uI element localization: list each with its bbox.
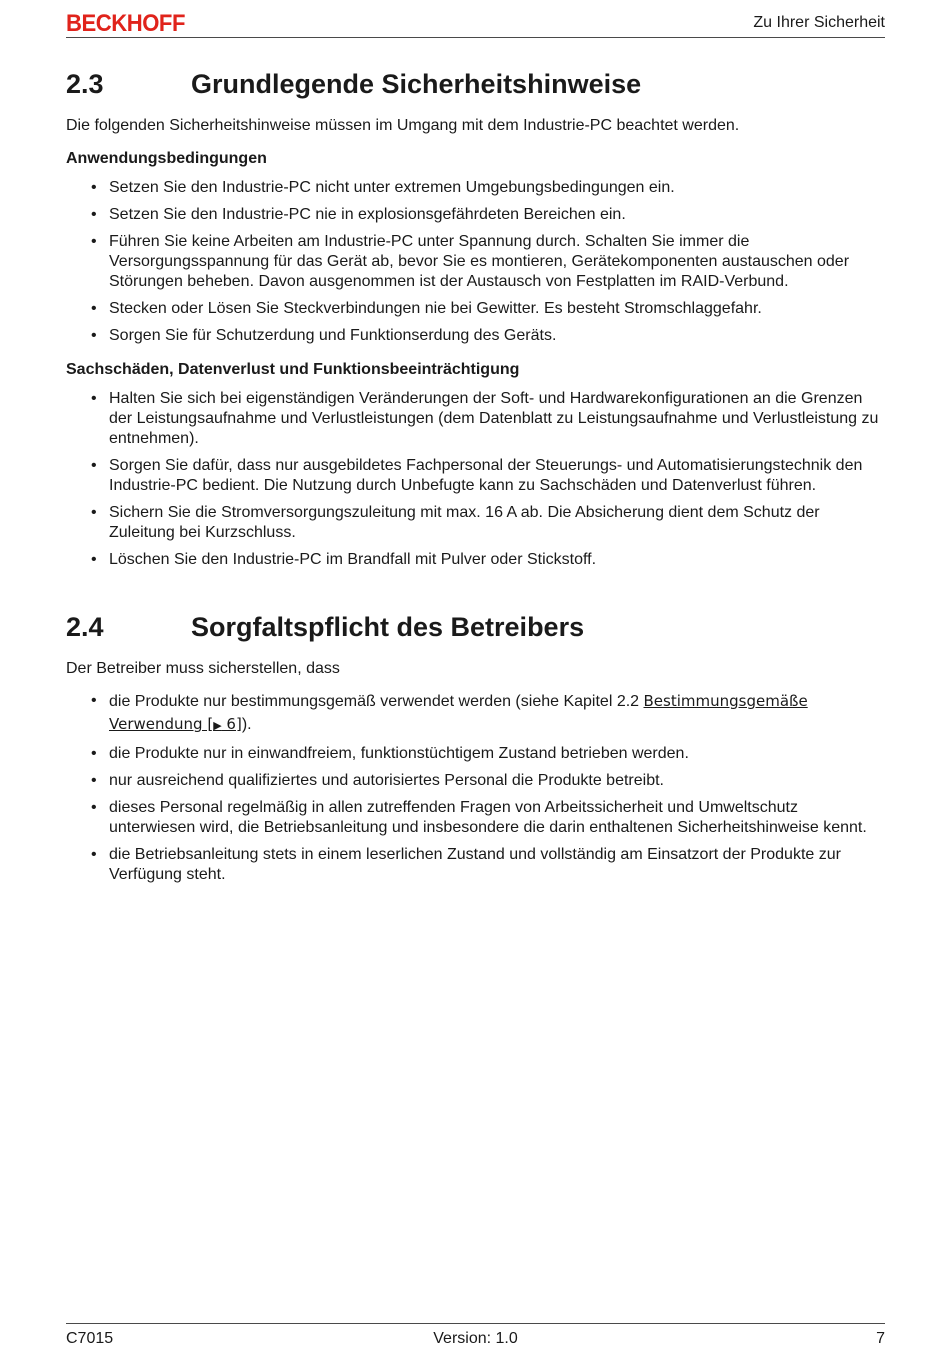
list-item-text: ).: [241, 716, 252, 733]
list-item-text: die Produkte nur bestimmungsgemäß verwendet werden (siehe Kapitel 2.2: [109, 693, 644, 710]
list-item: • Führen Sie keine Arbeiten am Industrie-PC unter Spannung durch. Schalten Sie immer die Versorgungsspannung für das Gerät ab, bevor Sie es montieren, Gerätekomponenten austauschen oder Störungen beheben. Davon ausgenommen ist der Austausch von Festplatten im RAID-Verbund.: [91, 233, 850, 290]
list-item: • Sichern Sie die Stromversorgungszuleitung mit max. 16 A ab. Die Absicherung dient dem Schutz der Zuleitung bei Kurzschluss.: [91, 504, 820, 541]
section-heading-2-4: [66, 609, 885, 645]
subheading-anwendungsbedingungen: Anwendungsbedingungen: [66, 150, 267, 167]
list-anwendungsbedingungen: [66, 178, 885, 346]
list-item: • Stecken oder Lösen Sie Steckverbindungen nie bei Gewitter. Es besteht Stromschlaggefahr.: [91, 300, 762, 317]
list-item: • Setzen Sie den Industrie-PC nie in explosionsgefährdeten Bereichen ein.: [91, 206, 626, 223]
footer-product: C7015: [66, 1330, 114, 1347]
list-item-text: Löschen Sie den Industrie-PC im Brandfall mit Pulver oder Stickstoff.: [109, 551, 597, 568]
page-header: [66, 8, 885, 38]
list-item: • die Betriebsanleitung stets in einem leserlichen Zustand und vollständig am Einsatzort der Produkte zur Verfügung steht.: [91, 846, 841, 883]
list-item-text: Sichern Sie die Stromversorgungszuleitung mit max. 16 A ab. Die Absicherung dient dem Schutz der Zuleitung bei Kurzschluss.: [109, 504, 820, 541]
list-item-text: die Betriebsanleitung stets in einem leserlichen Zustand und vollständig am Einsatzort der Produkte zur Verfügung steht.: [109, 846, 841, 883]
list-item-text: Sorgen Sie für Schutzerdung und Funktionserdung des Geräts.: [109, 327, 557, 344]
list-betreiber: [66, 690, 885, 885]
page-arrow-icon: ▶: [213, 719, 222, 732]
list-item-text: nur ausreichend qualifiziertes und autorisiertes Personal die Produkte betreibt.: [109, 772, 664, 789]
list-item-text: Sorgen Sie dafür, dass nur ausgebildetes Fachpersonal der Steuerungs- und Automatisierungstechnik den Industrie-PC bedient. Die Nutzung durch Unbefugte kann zu Sachschäden und Datenverlust führen.: [109, 457, 863, 494]
list-item: • die Produkte nur in einwandfreiem, funktionstüchtigem Zustand betrieben werden.: [91, 745, 689, 762]
list-item: • Sorgen Sie für Schutzerdung und Funktionserdung des Geräts.: [91, 327, 557, 344]
link-text: Bestimmungsgemäße Verwendung [: [109, 692, 808, 733]
list-item-text: dieses Personal regelmäßig in allen zutreffenden Fragen von Arbeitssicherheit und Umweltschutz unterwiesen wird, die Betriebsanleitung und insbesondere die darin enthaltenen Sicherheitshinweise kennt.: [109, 799, 867, 836]
list-item-text: Setzen Sie den Industrie-PC nicht unter extremen Umgebungsbedingungen ein.: [109, 179, 675, 196]
list-item: • Setzen Sie den Industrie-PC nicht unter extremen Umgebungsbedingungen ein.: [91, 179, 675, 196]
header-section-title: Zu Ihrer Sicherheit: [753, 14, 885, 31]
list-item-text: die Produkte nur in einwandfreiem, funktionstüchtigem Zustand betrieben werden.: [109, 745, 689, 762]
link-page: 6]: [221, 715, 242, 733]
list-item-text: Führen Sie keine Arbeiten am Industrie-PC unter Spannung durch. Schalten Sie immer die Versorgungsspannung für das Gerät ab, bevor Sie es montieren, Gerätekomponenten austauschen oder Störungen beheben. Davon ausgenommen ist der Austausch von Festplatten im RAID-Verbund.: [109, 233, 850, 290]
beckhoff-logo: BECKHOFF: [66, 10, 185, 37]
page-content: [66, 66, 885, 885]
list-item-text: Setzen Sie den Industrie-PC nie in explosionsgefährdeten Bereichen ein.: [109, 206, 626, 223]
list-item-text: Stecken oder Lösen Sie Steckverbindungen nie bei Gewitter. Es besteht Stromschlaggefahr.: [109, 300, 762, 317]
list-item: • Löschen Sie den Industrie-PC im Brandfall mit Pulver oder Stickstoff.: [91, 551, 597, 568]
list-item: • Halten Sie sich bei eigenständigen Veränderungen der Soft- und Hardwarekonfigurationen an die Grenzen der Leistungsaufnahme und Verlustleistungen (dem Datenblatt zu Leistungsaufnahme und Verlustleistung zu entnehmen).: [91, 390, 879, 447]
subheading-sachschaeden: Sachschäden, Datenverlust und Funktionsbeeinträchtigung: [66, 361, 520, 378]
section-intro: Die folgenden Sicherheitshinweise müssen im Umgang mit dem Industrie-PC beachtet werden.: [66, 117, 740, 134]
section-number: 2.4: [66, 612, 104, 642]
section-title: Grundlegende Sicherheitshinweise: [191, 69, 642, 99]
section-intro: Der Betreiber muss sicherstellen, dass: [66, 660, 340, 677]
list-item: • dieses Personal regelmäßig in allen zutreffenden Fragen von Arbeitssicherheit und Umweltschutz unterwiesen wird, die Betriebsanleitung und insbesondere die darin enthaltenen Sicherheitshinweise kennt.: [91, 799, 867, 836]
footer-version: Version: 1.0: [433, 1330, 518, 1347]
section-number: 2.3: [66, 69, 104, 99]
footer-page-number: 7: [876, 1330, 885, 1347]
section-title: Sorgfaltspflicht des Betreibers: [191, 612, 585, 642]
list-sachschaeden: [66, 389, 885, 570]
list-item: • nur ausreichend qualifiziertes und autorisiertes Personal die Produkte betreibt.: [91, 772, 664, 789]
list-item: • Sorgen Sie dafür, dass nur ausgebildetes Fachpersonal der Steuerungs- und Automatisierungstechnik den Industrie-PC bedient. Die Nutzung durch Unbefugte kann zu Sachschäden und Datenverlust führen.: [91, 457, 863, 494]
list-item: • die Produkte nur bestimmungsgemäß verwendet werden (siehe Kapitel 2.2 Bestimmungsgemäße Verwendung [▶ 6]).: [91, 692, 808, 733]
page-footer: [66, 1323, 885, 1364]
section-heading-2-3: [66, 66, 885, 102]
list-item-text: Halten Sie sich bei eigenständigen Veränderungen der Soft- und Hardwarekonfigurationen an die Grenzen der Leistungsaufnahme und Verlustleistungen (dem Datenblatt zu Leistungsaufnahme und Verlustleistung zu entnehmen).: [109, 390, 879, 447]
